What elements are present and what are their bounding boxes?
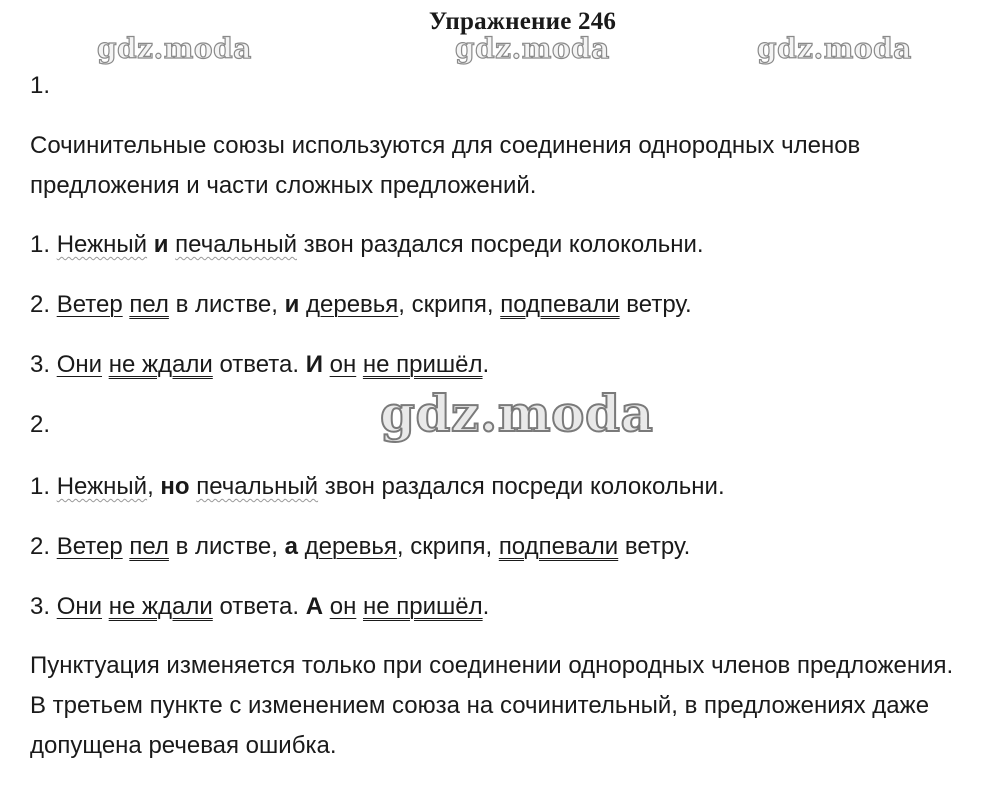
subject-word: Ветер <box>56 533 123 560</box>
sentence-1-3: 3. Они не ждали ответа. И он не пришёл. <box>30 351 490 378</box>
subject-word: деревья <box>306 291 399 318</box>
conclusion-paragraph: Пунктуация изменяется только при соединении однородных членов предложения. В третьем пункте с изменением союза на сочинительный, в предложениях даже допущена речевая ошибка. <box>30 652 954 759</box>
subject-word: Они <box>56 593 103 620</box>
subject-word: он <box>329 351 357 378</box>
subject-word: деревья <box>304 533 397 560</box>
predicate-word: подпевали <box>498 533 619 560</box>
sentence-2-2: 2. Ветер пел в листве, а деревья, скрипя, подпевали ветру. <box>30 533 691 560</box>
predicate-word: не ждали <box>108 351 213 378</box>
section-marker-1: 1. <box>30 72 51 99</box>
watermark-logo: gdz.moda <box>757 32 912 65</box>
watermark-logo: gdz.moda <box>97 32 252 65</box>
attribute-word: печальный <box>196 473 319 500</box>
predicate-word: не пришёл <box>362 351 483 378</box>
sentence-1-1: 1. Нежный и печальный звон раздался посреди колокольни. <box>30 231 704 258</box>
sentence-2-3: 3. Они не ждали ответа. А он не пришёл. <box>30 593 490 620</box>
conjunction: и <box>153 231 169 258</box>
attribute-word: Нежный <box>56 231 148 258</box>
sentence-2-1: 1. Нежный, но печальный звон раздался посреди колокольни. <box>30 473 725 500</box>
attribute-word: Нежный <box>56 473 148 500</box>
watermark-logo: gdz.moda <box>380 384 654 443</box>
conjunction: и <box>284 291 300 318</box>
predicate-word: пел <box>129 291 169 318</box>
conjunction: И <box>305 351 323 378</box>
intro-paragraph: Сочинительные союзы используются для соединения однородных членов предложения и части сложных предложений. <box>30 132 861 199</box>
sentence-1-2: 2. Ветер пел в листве, и деревья, скрипя, подпевали ветру. <box>30 291 692 318</box>
predicate-word: не ждали <box>108 593 213 620</box>
attribute-word: печальный <box>175 231 297 258</box>
conjunction: а <box>284 533 298 560</box>
subject-word: он <box>329 593 357 620</box>
watermark-logo: gdz.moda <box>455 32 610 65</box>
predicate-word: подпевали <box>500 291 620 318</box>
section-marker-2: 2. <box>30 411 51 438</box>
subject-word: Они <box>56 351 103 378</box>
conjunction: но <box>160 473 190 500</box>
predicate-word: не пришёл <box>363 593 483 620</box>
exercise-title: Упражнение 246 <box>428 8 617 35</box>
subject-word: Ветер <box>56 291 123 318</box>
predicate-word: пел <box>129 533 169 560</box>
conjunction: А <box>305 593 324 620</box>
